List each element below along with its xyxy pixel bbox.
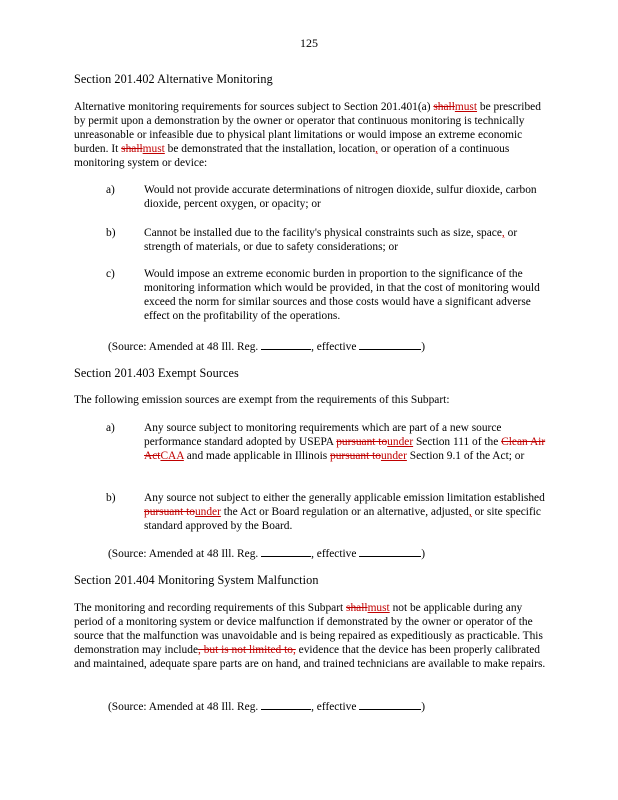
section-403-intro: The following emission sources are exempt from the requirements of this Subpart: — [74, 394, 450, 406]
item-label: a) — [106, 184, 115, 196]
register-blank — [261, 546, 311, 557]
inserted-text: must — [454, 101, 478, 113]
item-text: Would impose an extreme economic burden in proportion to the significance of the monitoring information which would be provided, in that the cost of monitoring would exceed the norm for similar sources and those costs would have a significant adverse effect on the profitability of the operations. — [144, 268, 540, 322]
deleted-text: pursuant to — [330, 450, 381, 462]
section-403-source-note: (Source: Amended at 48 Ill. Reg. , effective ) — [108, 548, 426, 560]
deleted-text: shall — [346, 602, 368, 614]
deleted-text: pursuant to — [336, 436, 388, 448]
inserted-text: , — [501, 227, 505, 239]
inserted-text: under — [380, 450, 407, 462]
item-label: a) — [106, 422, 115, 434]
section-403-heading: Section 201.403 Exempt Sources — [74, 366, 239, 380]
inserted-text: must — [142, 143, 165, 155]
item-text: Would not provide accurate determinations of nitrogen dioxide, sulfur dioxide, carbon dioxide, percent oxygen, or opacity; or — [144, 184, 537, 210]
section-402-heading: Section 201.402 Alternative Monitoring — [74, 72, 273, 86]
deleted-text: pursuant to — [144, 506, 195, 518]
deleted-text: Clean Air Act — [144, 436, 546, 462]
page-number: 125 — [300, 36, 318, 50]
inserted-text: , — [375, 143, 379, 155]
deleted-text: shall — [433, 101, 455, 113]
effective-date-blank — [359, 546, 421, 557]
inserted-text: under — [387, 436, 414, 448]
effective-date-blank — [359, 699, 421, 710]
item-text: Any source not subject to either the generally applicable emission limitation established pursuant tounder the Act or Board regulation or an alternative, adjusted, or site specific standard approved by the Board. — [144, 492, 545, 532]
item-text: Cannot be installed due to the facility's physical constraints such as size, space, or strength of materials, or due to safety considerations; or — [144, 227, 518, 253]
section-404-source-note: (Source: Amended at 48 Ill. Reg. , effective ) — [108, 701, 426, 713]
item-text: Any source subject to monitoring requirements which are part of a new source performance standard adopted by USEPA pursuant tounder Section 111 of the Clean Air ActCAA and made applicable in Illinois pursuant tounder Section 9.1 of the Act; or — [144, 422, 546, 462]
section-402-paragraph: Alternative monitoring requirements for sources subject to Section 201.401(a) shallmust be prescribed by permit upon a demonstration by the owner or operator that continuous monitoring is technically unreasonable or infeasible due to physical plant limitations or would impose an extreme economic burden. It shallmust be demonstrated that the installation, location, or operation of a continuous monitoring system or device: — [74, 101, 541, 169]
inserted-text: under — [194, 506, 221, 518]
register-blank — [261, 699, 311, 710]
deleted-text: , but is not limited to, — [198, 644, 296, 656]
effective-date-blank — [359, 339, 421, 350]
inserted-text: CAA — [160, 450, 184, 462]
item-label: c) — [106, 268, 115, 280]
section-404-heading: Section 201.404 Monitoring System Malfunction — [74, 573, 319, 587]
section-402-source-note: (Source: Amended at 48 Ill. Reg. , effective ) — [108, 341, 426, 353]
register-blank — [261, 339, 311, 350]
item-label: b) — [106, 227, 116, 239]
item-label: b) — [106, 492, 116, 504]
inserted-text: , — [468, 506, 472, 518]
deleted-text: shall — [121, 143, 143, 155]
section-404-paragraph: The monitoring and recording requirements of this Subpart shallmust not be applicable during any period of a monitoring system or device malfunction if demonstrated by the owner or operator of the source that the malfunction was unavoidable and is being repaired as expeditiously as practicable. This demonstration may include, but is not limited to, evidence that the device has been properly calibrated and maintained, adequate spare parts are on hand, and trained technicians are available to make repairs. — [74, 602, 546, 670]
inserted-text: must — [367, 602, 390, 614]
